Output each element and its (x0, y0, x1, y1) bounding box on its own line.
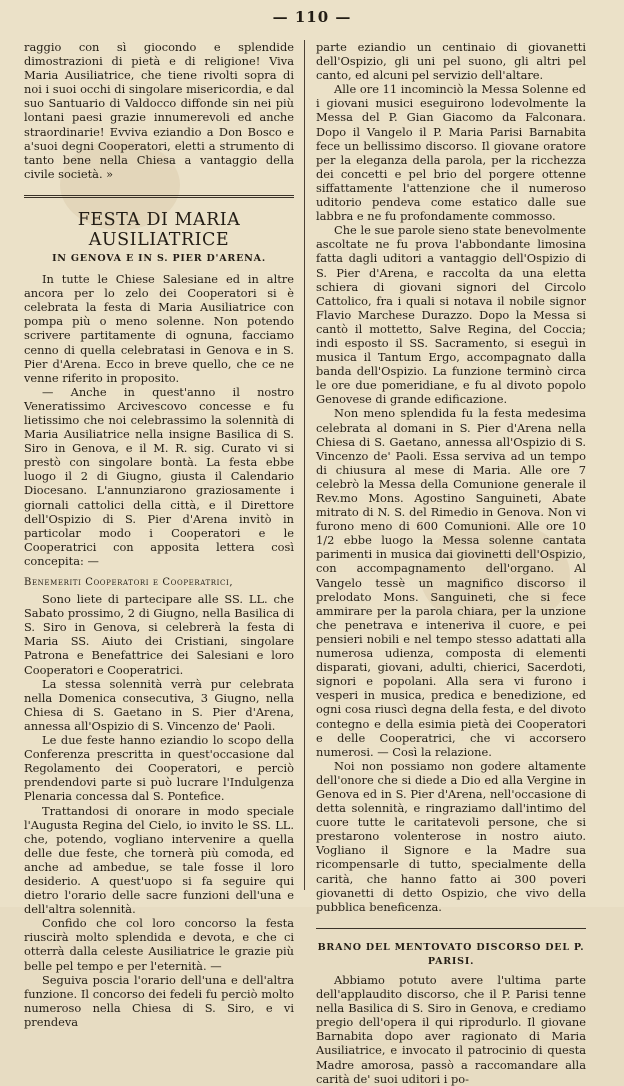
paragraph: Non meno splendida fu la festa medesima celebrata al domani in S. Pier d'Arena nella Chiesa di S. Gaetano, annessa all'Ospizio di S. Vincenzo de' Paoli. Essa serviva ad un tempo di chiusura al mese di Maria. Alle ore 7 celebrò la Messa della Comunione generale il Rev.mo Mons. Agostino Sanguineti, Abate mitrato di N. S. del Rimedio in Genova. Non vi furono meno di 600 Comunioni. Alle ore 10 1/2 ebbe luogo la Messa solenne cantata parimenti in musica dai giovinetti dell'Ospizio, con accompagnamento dell'organo. Al Vangelo tessè un magnifico discorso il prelodato Mons. Sanguineti, che si fece ammirare per la parola chiara, per la unzione che penetrava e inteneriva il cuore, e pei pensieri nobili e nel tempo stesso adattati alla numerosa udienza, composta di elementi disparati, giovani, adulti, chierici, Sacerdoti, signori e popolani. Alla sera vi furono i vesperi in musica, predica e benedizione, ed ogni cosa riuscì degna della festa, e del divoto contegno e della esimia pietà dei Cooperatori e delle Cooperatrici, che vi accorsero numerosi. — Così la relazione. (316, 406, 586, 759)
article-title: FESTA DI MARIA AUSILIATRICE (77, 209, 241, 250)
paragraph: Seguiva poscia l'orario dell'una e dell'altra funzione. Il concorso dei fedeli fu perciò molto numeroso nella Chiesa di S. Siro, e vi prendeva (24, 972, 294, 1029)
paragraph: Alle ore 11 incominciò la Messa Solenne ed i giovani musici eseguirono lodevolmente la Messa del P. Gian Giacomo da Falconara. Dopo il Vangelo il P. Maria Parisi Barnabita fece un bellissimo discorso. Il giovane oratore per la eleganza della parola, per la ricchezza dei concetti e pel brio del porgere ottenne siffattamente l'attenzione che il numeroso uditorio pendeva come estatico dalle sue labbra e ne fu profondamente commosso. (316, 82, 586, 224)
section-heading: BRANO DEL MENTOVATO DISCORSO DEL P. PARISI. (317, 941, 585, 967)
paragraph: Che le sue parole sieno state benevolmente ascoltate ne fu prova l'abbondante limosina fatta dagli uditori a vantaggio dell'Ospizio di S. Pier d'Arena, e raccolta da una eletta schiera di giovani signori del Circolo Cattolico, fra i quali si notava il nobile signor Flavio Marchese Durazzo. Dopo la Messa si cantò il mottetto, Salve Regina, del Coccia; indi esposto il SS. Sacramento, si eseguì in musica il Tantum Ergo, accompagnato dalla banda dell'Ospizio. La funzione terminò circa le ore due pomeridiane, e fu al divoto popolo Genovese di grande edificazione. (316, 223, 586, 407)
paragraph: In tutte le Chiese Salesiane ed in altre ancora per lo zelo dei Cooperatori si è celebrata la festa di Maria Ausiliatrice con pompa più o meno solenne. Non potendo scrivere partitamente di ognuna, facciamo cenno di quella celebratasi in Genova e in S. Pier d'Arena. Ecco in breve quello, che ce ne venne riferito in proposito. (24, 272, 294, 385)
paragraph: Trattandosi di onorare in modo speciale l'Augusta Regina del Cielo, io invito le SS. LL. che, potendo, vogliano intervenire a quella delle due feste, che tornerà più comoda, ed anche ad ambedue, se tale fosse il loro desiderio. A quest'uopo si fa seguire qui dietro l'orario delle sacre funzioni dell'una e dell'altra solennità. (24, 803, 294, 917)
left-column (24, 40, 294, 1029)
paragraph: Noi non possiamo non godere altamente dell'onore che si diede a Dio ed alla Vergine in Genova ed in S. Pier d'Arena, nell'occasione di detta solennità, e ringraziamo dall'intimo del cuore tutte le caritatevoli persone, che si prestarono volenterose in nostro aiuto. Vogliano il Signore e la Madre sua ricompensarle di tutto, specialmente della carità, che hanno fatto ai 300 poveri giovanetti di detto Ospizio, che vivo della pubblica beneficenza. (316, 758, 586, 914)
paragraph: parte eziandio un centinaio di giovanetti dell'Ospizio, gli uni pel suono, gli altri pel canto, ed alcuni pel servizio dell'altare. (316, 40, 586, 83)
paragraph: La stessa solennità verrà pur celebrata nella Domenica consecutiva, 3 Giugno, nella Chiesa di S. Gaetano in S. Pier d'Arena, annessa all'Ospizio di S. Vincenzo de' Paoli. (24, 676, 294, 733)
intro-paragraph: raggio con sì giocondo e splendide dimostrazioni di pietà e di religione! Viva Maria Ausiliatrice, che tiene rivolti sopra di noi i suoi occhi di singolare misericordia, e dal suo Santuario di Valdocco diffonde sin nei più lontani paesi grazie innumerevoli ed anche straordinarie! Evviva eziandio a Don Bosco e a'suoi degni Cooperatori, eletti a strumento di tanto bene nella Chiesa a vantaggio della civile società. » (24, 40, 294, 181)
paragraph: Confido che col loro concorso la festa riuscirà molto splendida e devota, e che ci otterrà dalla celeste Ausiliatrice le grazie più belle pel tempo e per l'eternità. — (24, 916, 294, 973)
page-number: — 110 — (272, 8, 352, 26)
letter-salutation: Benemeriti Cooperatori e Cooperatrici, (24, 577, 234, 588)
paragraph: — Anche in quest'anno il nostro Veneratissimo Arcivescovo concesse e fu lietissimo che noi celebrassimo la solennità di Maria Ausiliatrice nella insigne Basilica di S. Siro in Genova, e il M. R. sig. Curato vi si prestò con singolare bontà. La festa ebbe luogo il 2 di Giugno, giusta il Calendario Diocesano. L'annunziarono graziosamente i giornali cattolici della città, e il Direttore dell'Ospizio di S. Pier d'Arena invitò in particolar modo i Cooperatori e le Cooperatrici con apposita lettera così concepita: — (24, 384, 294, 568)
paragraph: Abbiamo potuto avere l'ultima parte dell'applaudito discorso, che il P. Parisi tenne nella Basilica di S. Siro in Genova, e crediamo pregio dell'opera il qui riprodurlo. Il giovane Barnabita dopo aver ragionato di Maria Ausiliatrice, e invocato il patrocinio di questa Madre amorosa, passò a raccomandare alla carità de' suoi uditori i po- (316, 973, 586, 1086)
column-divider (304, 40, 305, 890)
section-divider (316, 928, 586, 929)
section-divider (24, 195, 294, 198)
paragraph: Sono liete di partecipare alle SS. LL. che Sabato prossimo, 2 di Giugno, nella Basilica di S. Siro in Genova, si celebrerà la festa di Maria SS. Aiuto dei Cristiani, singolare Patrona e Benefattrice dei Salesiani e loro Cooperatori e Cooperatrici. (24, 592, 294, 677)
paragraph: Le due feste hanno eziandio lo scopo della Conferenza prescritta in quest'occasione dal Regolamento dei Cooperatori, e perciò prendendovi parte si può lucrare l'Indulgenza Plenaria concessa dal S. Pontefice. (24, 733, 294, 804)
article-subtitle: IN GENOVA E IN S. PIER D'ARENA. (52, 252, 266, 264)
right-column (316, 40, 586, 1086)
